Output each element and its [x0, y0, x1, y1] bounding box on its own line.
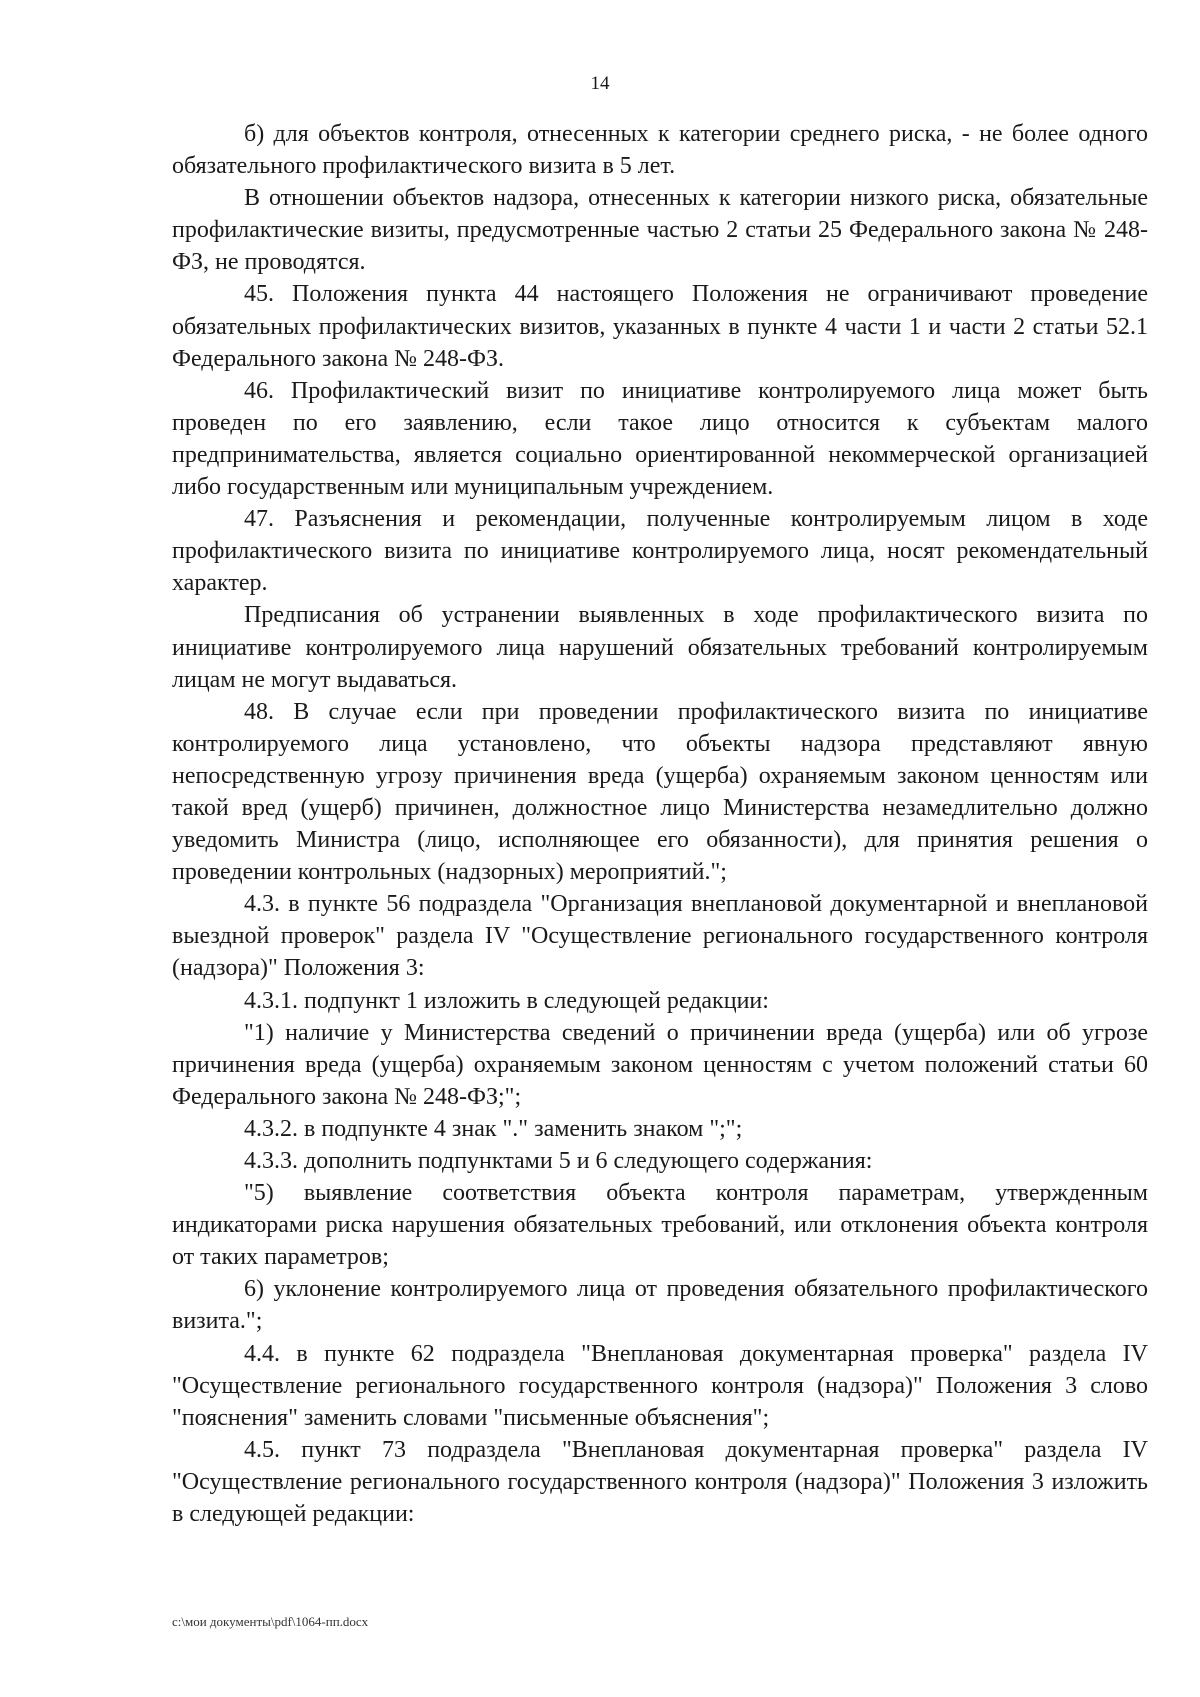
paragraph-47: 47. Разъяснения и рекомендации, полученные контролируемым лицом в ходе профилактического визита по инициативе контролируемого лица, носят рекомендательный характер.	[172, 506, 1148, 597]
paragraph-subitem-6: 6) уклонение контролируемого лица от проведения обязательного профилактического визита.";	[172, 1276, 1148, 1335]
paragraph-subitem-1: "1) наличие у Министерства сведений о причинении вреда (ущерба) или об угрозе причинения вреда (ущерба) охраняемым законом ценностям с учетом положений статьи 60 Федерального закона № 248-ФЗ;";	[172, 1019, 1148, 1110]
paragraph-b-medium-risk: б) для объектов контроля, отнесенных к категории среднего риска, - не более одного обязательного профилактического визита в 5 лет.	[172, 121, 1148, 180]
paragraph-46: 46. Профилактический визит по инициативе контролируемого лица может быть проведен по его заявлению, если такое лицо относится к субъектам малого предпринимательства, является социально ориентированной некоммерческой организацией либо государственным или муниципальным учреждением.	[172, 377, 1148, 501]
paragraph-48: 48. В случае если при проведении профилактического визита по инициативе контролируемого лица установлено, что объекты надзора представляют явную непосредственную угрозу причинения вреда (ущерба) охраняемым законом ценностям или такой вред (ущерб) причинен, должностное лицо Министерства незамедлительно должно уведомить Министра (лицо, исполняющее его обязанности), для принятия решения о проведении контрольных (надзорных) мероприятий.";	[172, 698, 1148, 886]
footer-file-path: c:\мои документы\pdf\1064-пп.docx	[172, 1614, 369, 1629]
paragraph-low-risk: В отношении объектов надзора, отнесенных к категории низкого риска, обязательные профилактические визиты, предусмотренные частью 2 статьи 25 Федерального закона № 248-ФЗ, не проводятся.	[172, 185, 1148, 276]
paragraph-4-3: 4.3. в пункте 56 подраздела "Организация внеплановой документарной и внеплановой выездной проверок" раздела IV "Осуществление регионального государственного контроля (надзора)" Положения 3:	[172, 891, 1148, 982]
page-number: 14	[590, 73, 610, 94]
paragraph-subitem-5: "5) выявление соответствия объекта контроля параметрам, утвержденным индикаторами риска нарушения обязательных требований, или отклонения объекта контроля от таких параметров;	[172, 1180, 1148, 1271]
paragraph-4-5: 4.5. пункт 73 подраздела "Внеплановая документарная проверка" раздела IV "Осуществление регионального государственного контроля (надзора)" Положения 3 изложить в следующей редакции:	[172, 1436, 1148, 1528]
paragraph-4-3-1: 4.3.1. подпункт 1 изложить в следующей редакции:	[244, 987, 769, 1014]
paragraph-45: 45. Положения пункта 44 настоящего Положения не ограничивают проведение обязательных профилактических визитов, указанных в пункте 4 части 1 и части 2 статьи 52.1 Федерального закона № 248-ФЗ.	[172, 281, 1148, 372]
paragraph-4-3-3: 4.3.3. дополнить подпунктами 5 и 6 следующего содержания:	[244, 1148, 873, 1174]
paragraph-4-4: 4.4. в пункте 62 подраздела "Внеплановая документарная проверка" раздела IV "Осуществление регионального государственного контроля (надзора)" Положения 3 слово "пояснения" заменить словами "письменные объяснения";	[172, 1340, 1148, 1431]
paragraph-4-3-2: 4.3.2. в подпункте 4 знак "." заменить знаком ";";	[244, 1115, 743, 1142]
paragraph-prescriptions: Предписания об устранении выявленных в ходе профилактического визита по инициативе контролируемого лица нарушений обязательных требований контролируемым лицам не могут выдаваться.	[172, 602, 1148, 693]
document-body	[172, 118, 1148, 1530]
